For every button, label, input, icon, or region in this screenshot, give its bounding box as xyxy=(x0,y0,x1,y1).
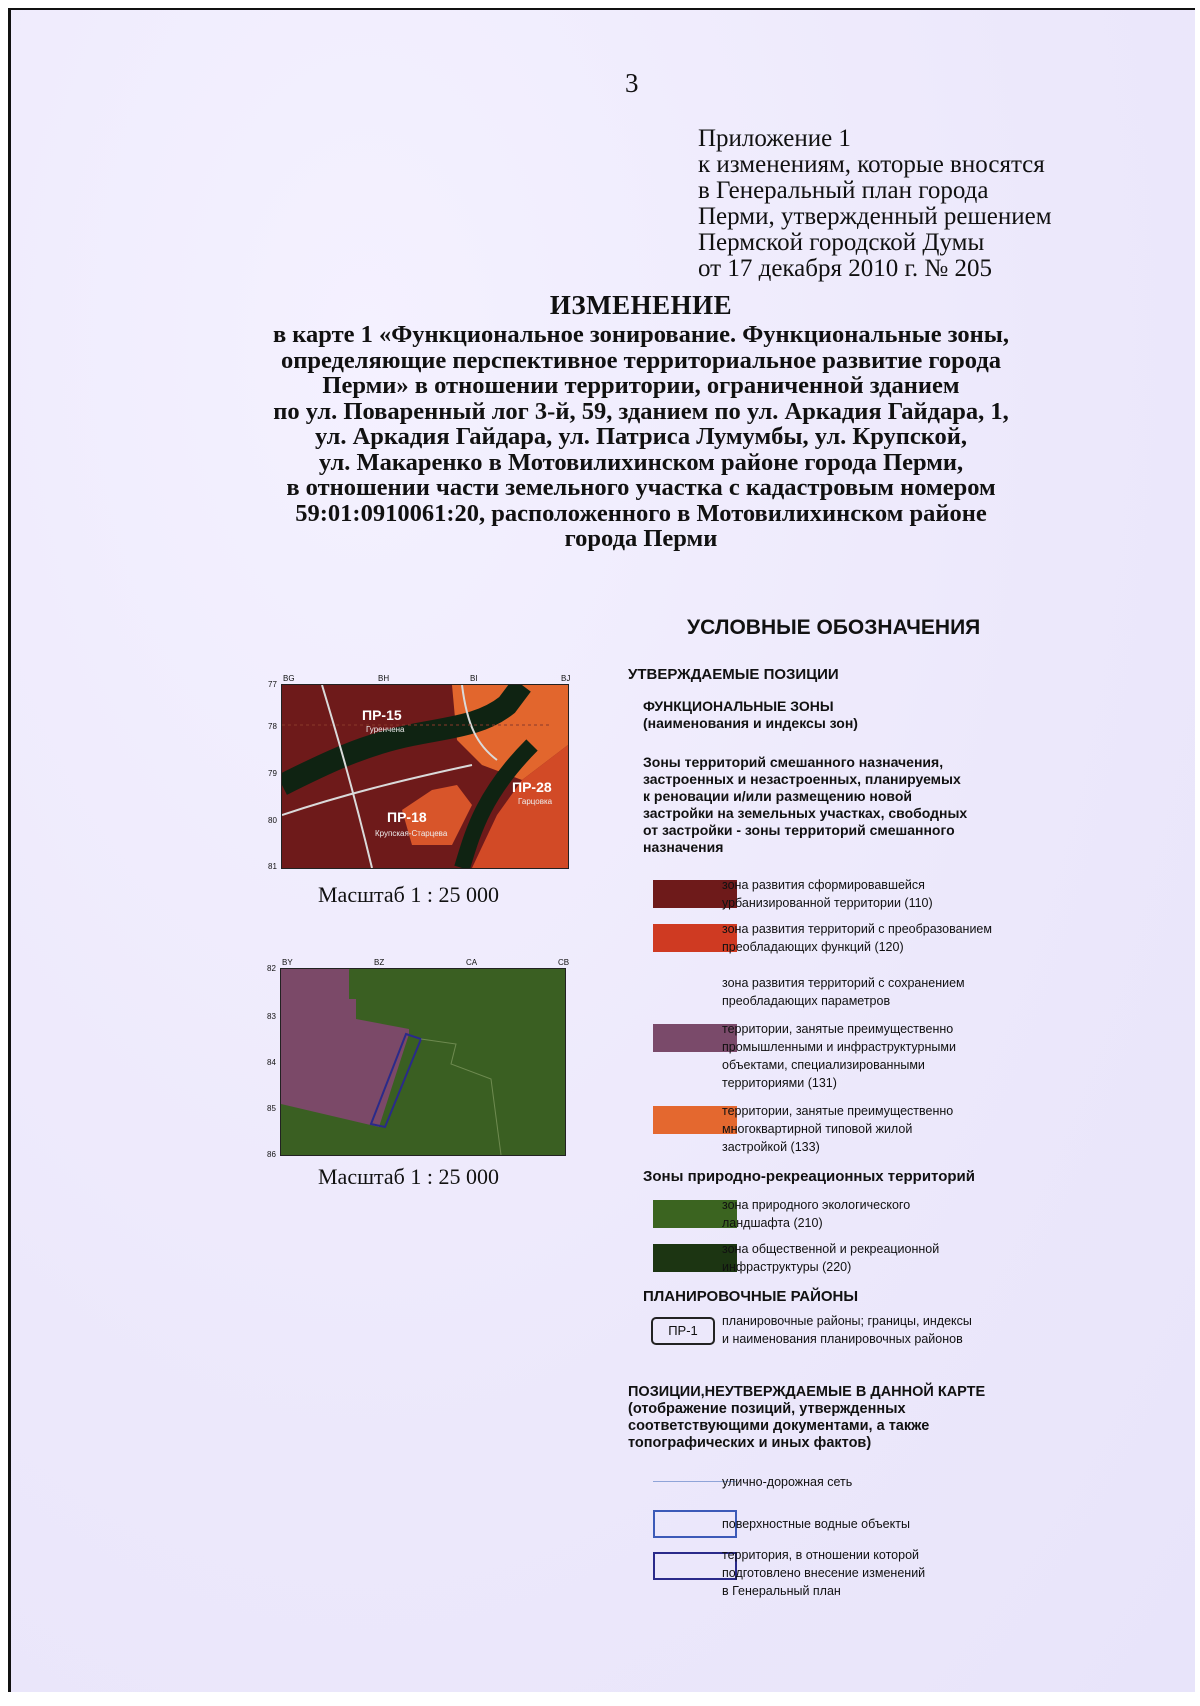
legend-item-line: зона природного экологического xyxy=(722,1198,911,1212)
document-heading: ИЗМЕНЕНИЕ xyxy=(549,290,733,320)
appendix-line: в Генеральный план города xyxy=(698,177,989,204)
planning-badge: ПР-1 xyxy=(651,1317,715,1345)
legend-mixed-line: Зоны территорий смешанного назначения, xyxy=(643,754,944,770)
legend-func-zones xyxy=(643,698,858,732)
legend-item-line: инфраструктуры (220) xyxy=(722,1260,852,1274)
legend-item-line: подготовлено внесение изменений xyxy=(722,1566,926,1580)
legend-func-zones-line: (наименования и индексы зон) xyxy=(643,715,858,731)
subtitle-line: города Перми xyxy=(564,525,718,552)
legend-item-210 xyxy=(722,1196,910,1232)
map1-drawing xyxy=(282,685,568,868)
map2-row-label: 83 xyxy=(267,1012,276,1021)
legend-item-line: промышленными и инфраструктурными xyxy=(722,1040,956,1054)
legend-item-line: ландшафта (210) xyxy=(722,1216,823,1230)
subtitle-line: ул. Макаренко в Мотовилихинском районе города Перми, xyxy=(318,448,964,476)
legend-item-line: объектами, специализированными xyxy=(722,1058,925,1072)
legend-item-line: зона развития сформировавшейся xyxy=(722,878,925,892)
district-label-pr15: ПР-15 xyxy=(362,707,402,723)
map1-scale: Масштаб 1 : 25 000 xyxy=(318,882,499,907)
subtitle-line: Перми» в отношении территории, ограниченной зданием xyxy=(322,372,960,399)
map2-row-label: 86 xyxy=(267,1150,276,1159)
legend-title: УСЛОВНЫЕ ОБОЗНАЧЕНИЯ xyxy=(687,616,981,639)
legend-item-line: преобладающих параметров xyxy=(722,994,891,1008)
legend-item-line: застройкой (133) xyxy=(722,1140,820,1154)
legend-preserve-text xyxy=(722,974,965,1010)
appendix-line: Приложение 1 xyxy=(698,125,851,152)
legend-item-133 xyxy=(722,1102,953,1156)
appendix-line: Пермской городской Думы xyxy=(698,229,985,256)
map2-col-label: CB xyxy=(558,958,570,967)
map1-col-label: BH xyxy=(378,674,390,683)
appendix-note xyxy=(698,126,1052,282)
district-name: Гуренчена xyxy=(366,725,405,734)
legend-water-text: поверхностные водные объекты xyxy=(722,1517,910,1531)
legend-planning-header: ПЛАНИРОВОЧНЫЕ РАЙОНЫ xyxy=(643,1288,859,1305)
legend-item-line: территориями (131) xyxy=(722,1076,837,1090)
legend-mixed-line: назначения xyxy=(643,839,724,855)
map2-col-label: BZ xyxy=(374,958,385,967)
legend-mixed-line: застроенных и незастроенных, планируемых xyxy=(643,771,961,787)
legend-mixed-line: от застройки - зоны территорий смешанного xyxy=(643,822,955,838)
map1-row-label: 77 xyxy=(268,680,277,689)
legend-func-zones-line: ФУНКЦИОНАЛЬНЫЕ ЗОНЫ xyxy=(643,698,834,714)
zoning-map-2 xyxy=(280,968,566,1156)
zoning-map-1 xyxy=(281,684,569,869)
subtitle-line: по ул. Поваренный лог 3-й, 59, зданием по ул. Аркадия Гайдара, 1, xyxy=(273,397,1009,425)
subtitle-line: ул. Аркадия Гайдара, ул. Патриса Лумумбы, ул. Крупской, xyxy=(314,423,968,450)
legend-planning-text xyxy=(722,1312,972,1348)
legend-item-line: планировочные районы; границы, индексы xyxy=(722,1314,972,1328)
appendix-line: от 17 декабря 2010 г. № 205 xyxy=(698,255,993,282)
district-label-pr18: ПР-18 xyxy=(387,809,427,825)
legend-item-131 xyxy=(722,1020,956,1092)
map1-col-label: BG xyxy=(283,674,295,683)
appendix-line: к изменениям, которые вносятся xyxy=(698,151,1045,178)
map2-row-label: 82 xyxy=(267,964,276,973)
legend-not-approved-line: ПОЗИЦИИ,НЕУТВЕРЖДАЕМЫЕ В ДАННОЙ КАРТЕ xyxy=(628,1384,986,1400)
legend-not-approved xyxy=(628,1384,985,1452)
legend-item-220 xyxy=(722,1240,939,1276)
page-number: 3 xyxy=(625,68,639,98)
legend-item-120 xyxy=(722,920,992,956)
map2-scale: Масштаб 1 : 25 000 xyxy=(318,1164,499,1189)
legend-mixed-line: к реновации и/или размещению новой xyxy=(643,788,913,804)
legend-item-line: зона развития территорий с преобразованием xyxy=(722,922,992,936)
document-subtitle xyxy=(11,322,1195,552)
map1-row-label: 79 xyxy=(268,769,277,778)
legend-item-line: преобладающих функций (120) xyxy=(722,940,904,954)
legend-mixed-header xyxy=(643,754,967,856)
legend-not-approved-line: соответствующими документами, а также xyxy=(628,1418,930,1434)
map2-col-label: CA xyxy=(466,958,478,967)
subtitle-line: 59:01:0910061:20, расположенного в Мотовилихинском районе xyxy=(295,499,987,527)
legend-item-line: территории, занятые преимущественно xyxy=(722,1104,954,1118)
legend-road-text: улично-дорожная сеть xyxy=(722,1475,853,1489)
legend-mixed-line: застройки на земельных участках, свободных xyxy=(643,805,968,821)
legend-item-110 xyxy=(722,876,933,912)
legend-item-line: и наименования планировочных районов xyxy=(722,1332,963,1346)
district-label-pr28: ПР-28 xyxy=(512,779,552,795)
legend-not-approved-line: топографических и иных фактов) xyxy=(628,1435,872,1451)
map1-row-label: 78 xyxy=(268,722,277,731)
legend-natural-header: Зоны природно-рекреационных территорий xyxy=(643,1168,975,1185)
map2-row-label: 85 xyxy=(267,1104,276,1113)
subtitle-line: в карте 1 «Функциональное зонирование. Функциональные зоны, xyxy=(272,321,1010,348)
zone-131-area xyxy=(281,969,409,1127)
legend-item-line: зона общественной и рекреационной xyxy=(722,1242,940,1256)
map2-col-label: BY xyxy=(282,958,293,967)
map2-drawing xyxy=(281,969,565,1155)
legend-item-line: территория, в отношении которой xyxy=(722,1548,920,1562)
subtitle-line: в отношении части земельного участка с кадастровым номером xyxy=(286,474,996,501)
subtitle-line: определяющие перспективное территориальное развитие города xyxy=(281,346,1001,374)
legend-approved-header: УТВЕРЖДАЕМЫЕ ПОЗИЦИИ xyxy=(628,666,839,683)
legend-not-approved-line: (отображение позиций, утвержденных xyxy=(628,1401,906,1417)
map2-row-label: 84 xyxy=(267,1058,276,1067)
legend-item-line: зона развития территорий с сохранением xyxy=(722,976,965,990)
legend-item-line: территории, занятые преимущественно xyxy=(722,1022,954,1036)
district-name: Крупская-Старцева xyxy=(375,829,448,838)
document-page xyxy=(8,8,1195,1692)
legend-item-line: многоквартирной типовой жилой xyxy=(722,1122,913,1136)
map1-col-label: BI xyxy=(470,674,478,683)
map1-col-label: BJ xyxy=(561,674,571,683)
legend-item-line: урбанизированной территории (110) xyxy=(722,896,933,910)
map1-row-label: 81 xyxy=(268,862,277,871)
parcel-border xyxy=(421,1039,501,1155)
map1-row-label: 80 xyxy=(268,816,277,825)
district-name: Гарцовка xyxy=(518,797,553,806)
appendix-line: Перми, утвержденный решением xyxy=(698,203,1052,230)
legend-territory-text xyxy=(722,1546,925,1600)
legend-item-line: в Генеральный план xyxy=(722,1584,841,1598)
